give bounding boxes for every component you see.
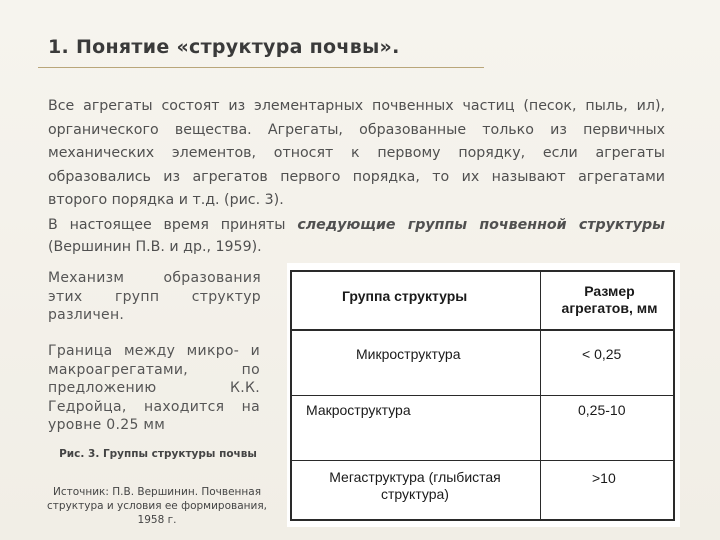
paragraph-2-lead: В настоящее время приняты xyxy=(48,217,298,233)
table-cell-group: Микроструктура xyxy=(356,346,461,362)
paragraph-structure-groups xyxy=(48,214,665,258)
table-cell-size: 0,25-10 xyxy=(578,402,626,418)
boundary-note: Граница между микро- и макроагрегатами, по предложению К.К. Гедройца, находится на уровне 0.25 мм xyxy=(48,343,260,433)
table-row-divider xyxy=(292,460,673,461)
table-header-group: Группа структуры xyxy=(342,288,468,304)
figure-source: Источник: П.В. Вершинин. Почвенная структура и условия ее формирования, 1958 г. xyxy=(47,486,267,526)
title-underline xyxy=(38,67,484,68)
structure-groups-table xyxy=(290,270,675,521)
table-row-divider xyxy=(292,395,673,396)
table-header-size: Размер агрегатов, мм xyxy=(561,283,658,316)
paragraph-2-tail: (Вершинин П.В. и др., 1959). xyxy=(48,239,262,255)
mechanism-note: Механизм образования этих групп структур различен. xyxy=(48,270,261,323)
slide-title: 1. Понятие «структура почвы». xyxy=(48,36,400,58)
paragraph-2-emphasis: следующие группы почвенной структуры xyxy=(297,217,665,233)
table-header-divider xyxy=(292,329,673,331)
figure-table-image xyxy=(287,263,680,527)
paragraph-aggregates: Все агрегаты состоят из элементарных почвенных частиц (песок, пыль, ил), органического вещества. Агрегаты, образованные только из первичных механических элементов, относят к первому порядку, если агрегаты образовались из агрегатов первого порядка, то их называют агрегатами второго порядка и т.д. (рис. 3). xyxy=(48,98,665,209)
table-cell-group: Макроструктура xyxy=(306,402,411,418)
figure-caption: Рис. 3. Группы структуры почвы xyxy=(59,448,257,460)
table-cell-size: >10 xyxy=(592,470,616,486)
table-cell-size: < 0,25 xyxy=(582,346,622,362)
table-cell-group: Мегаструктура (глыбистая структура) xyxy=(329,469,501,502)
